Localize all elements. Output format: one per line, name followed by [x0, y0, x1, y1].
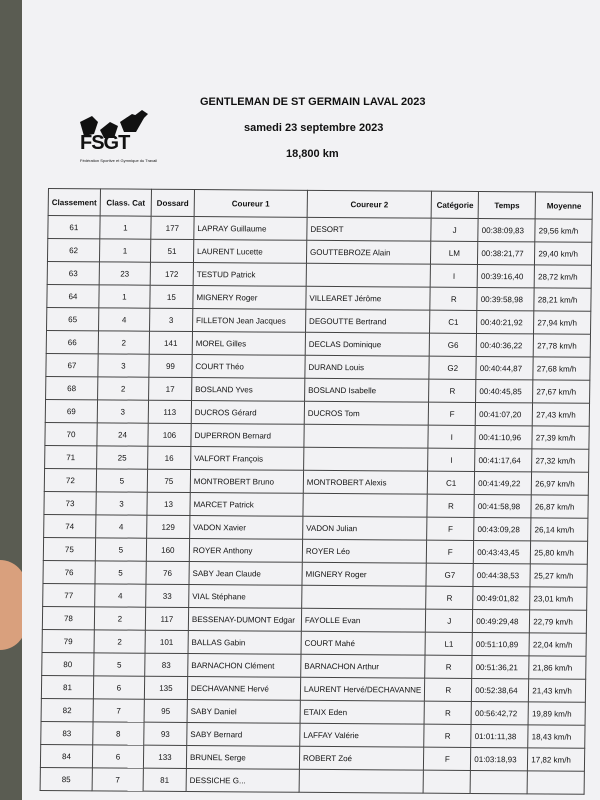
cell-moyenne: 17,82 km/h	[528, 748, 585, 771]
cell-moyenne: 29,56 km/h	[535, 219, 592, 242]
table-row	[40, 767, 585, 794]
cell-coureur1: DECHAVANNE Hervé	[187, 676, 300, 700]
cell-class-cat: 3	[98, 354, 149, 377]
cell-temps: 00:51:10,89	[472, 632, 529, 655]
cell-moyenne: 26,87 km/h	[531, 495, 588, 518]
cell-classement: 76	[43, 560, 95, 583]
cell-classement: 62	[47, 238, 99, 261]
cell-moyenne: 29,40 km/h	[535, 242, 592, 265]
cell-categorie: F	[427, 517, 474, 540]
cell-moyenne: 23,01 km/h	[530, 587, 587, 610]
event-distance: 18,800 km	[286, 148, 339, 160]
cell-coureur2: DEGOUTTE Bertrand	[305, 309, 430, 333]
cell-categorie: F	[427, 540, 474, 563]
cell-classement: 71	[45, 445, 97, 468]
cell-class-cat: 3	[96, 492, 147, 515]
cell-dossard: 172	[150, 262, 193, 285]
cell-moyenne: 18,43 km/h	[528, 725, 585, 748]
cell-class-cat: 23	[99, 262, 150, 285]
cell-temps: 00:39:16,40	[477, 265, 534, 288]
cell-categorie: R	[424, 701, 471, 724]
cell-coureur1: TESTUD Patrick	[193, 263, 306, 287]
header-moyenne: Moyenne	[535, 192, 592, 219]
cell-coureur2: ETAIX Eden	[300, 700, 425, 724]
cell-temps: 00:49:01,82	[473, 586, 530, 609]
cell-categorie: C1	[428, 471, 475, 494]
cell-class-cat: 5	[96, 469, 147, 492]
results-sheet	[22, 0, 600, 800]
cell-temps: 00:43:09,28	[474, 517, 531, 540]
cell-categorie	[423, 770, 470, 793]
cell-categorie: J	[426, 609, 473, 632]
cell-categorie: G6	[429, 333, 476, 356]
cell-dossard: 51	[150, 239, 193, 262]
cell-categorie: R	[430, 287, 477, 310]
cell-class-cat: 2	[98, 331, 149, 354]
cell-classement: 80	[42, 652, 94, 675]
cell-categorie: R	[429, 379, 476, 402]
cell-coureur1: VADON Xavier	[190, 515, 303, 539]
results-table	[40, 188, 594, 795]
cell-moyenne: 27,32 km/h	[532, 449, 589, 472]
cell-temps: 01:01:11,38	[471, 724, 528, 747]
cell-moyenne: 22,04 km/h	[529, 633, 586, 656]
cell-temps: 00:51:36,21	[472, 655, 529, 678]
cell-classement: 66	[46, 330, 98, 353]
cell-coureur2: BOSLAND Isabelle	[304, 378, 429, 402]
cell-temps	[470, 770, 527, 793]
cell-coureur1: BRUNEL Serge	[186, 745, 299, 769]
cell-classement: 67	[46, 353, 98, 376]
cell-temps: 00:41:49,22	[475, 471, 532, 494]
cell-coureur1: SABY Daniel	[187, 699, 300, 723]
cell-coureur1: LAURENT Lucette	[193, 240, 306, 264]
cell-categorie: L1	[425, 632, 472, 655]
cell-temps: 00:56:42,72	[471, 701, 528, 724]
cell-temps: 00:38:09,83	[478, 219, 535, 242]
cell-coureur1: DUCROS Gérard	[191, 401, 304, 425]
cell-coureur1: MIGNERY Roger	[193, 286, 306, 310]
cell-moyenne: 25,27 km/h	[530, 564, 587, 587]
cell-classement: 69	[45, 399, 97, 422]
cell-dossard: 101	[145, 630, 188, 653]
cell-moyenne: 28,72 km/h	[534, 265, 591, 288]
cell-class-cat: 8	[93, 722, 144, 745]
cell-dossard: 177	[151, 216, 194, 239]
cell-class-cat: 24	[97, 423, 148, 446]
cell-moyenne: 27,78 km/h	[533, 334, 590, 357]
cell-temps: 00:39:58,98	[477, 288, 534, 311]
cell-class-cat: 25	[97, 446, 148, 469]
cell-coureur1: VIAL Stéphane	[189, 584, 302, 608]
cell-coureur2	[299, 769, 424, 793]
cell-coureur2	[304, 424, 429, 448]
cell-coureur2: MONTROBERT Alexis	[303, 470, 428, 494]
cell-dossard: 17	[148, 377, 191, 400]
cell-moyenne: 22,79 km/h	[530, 610, 587, 633]
event-date: samedi 23 septembre 2023	[244, 122, 384, 134]
cell-dossard: 3	[149, 308, 192, 331]
cell-coureur1: DESSICHE G...	[186, 768, 299, 792]
header-dossard: Dossard	[151, 189, 194, 216]
cell-moyenne: 28,21 km/h	[534, 288, 591, 311]
cell-categorie: R	[426, 586, 473, 609]
cell-temps: 00:41:58,98	[474, 494, 531, 517]
cell-classement: 73	[44, 491, 96, 514]
cell-class-cat: 7	[92, 768, 143, 791]
cell-dossard: 106	[148, 423, 191, 446]
cell-temps: 01:03:18,93	[471, 747, 528, 770]
cell-moyenne: 27,43 km/h	[532, 403, 589, 426]
cell-classement: 81	[41, 675, 93, 698]
cell-coureur2: VADON Julian	[303, 516, 428, 540]
cell-coureur1: MONTROBERT Bruno	[190, 470, 303, 494]
header-coureur2: Coureur 2	[307, 190, 432, 218]
cell-temps: 00:41:07,20	[475, 402, 532, 425]
cell-categorie: G7	[426, 563, 473, 586]
cell-categorie: LM	[431, 241, 478, 264]
cell-coureur2	[303, 493, 428, 517]
cell-coureur2: MIGNERY Roger	[302, 562, 427, 586]
cell-classement: 82	[41, 698, 93, 721]
cell-coureur1: BARNACHON Clément	[188, 653, 301, 677]
cell-dossard: 129	[147, 515, 190, 538]
cell-classement: 74	[44, 514, 96, 537]
cell-moyenne: 26,97 km/h	[532, 472, 589, 495]
cell-temps: 00:40:36,22	[476, 333, 533, 356]
cell-temps: 00:49:29,48	[473, 609, 530, 632]
cell-coureur1: BOSLAND Yves	[191, 378, 304, 402]
cell-coureur1: SABY Bernard	[187, 722, 300, 746]
cell-class-cat: 3	[97, 400, 148, 423]
header-class-cat: Class. Cat	[100, 189, 151, 216]
cell-coureur1: FILLETON Jean Jacques	[192, 309, 305, 333]
cell-categorie: F	[428, 402, 475, 425]
cell-coureur1: BALLAS Gabin	[188, 630, 301, 654]
cell-moyenne: 21,43 km/h	[529, 679, 586, 702]
document-header	[22, 0, 600, 190]
cell-temps: 00:38:21,77	[478, 242, 535, 265]
cell-moyenne: 26,14 km/h	[531, 518, 588, 541]
cell-temps: 00:43:43,45	[474, 540, 531, 563]
cell-class-cat: 4	[98, 308, 149, 331]
cell-classement: 68	[46, 376, 98, 399]
cell-coureur2: DECLAS Dominique	[305, 332, 430, 356]
cell-class-cat: 2	[97, 377, 148, 400]
cell-moyenne: 21,86 km/h	[529, 656, 586, 679]
cell-coureur1: LAPRAY Guillaume	[194, 217, 307, 241]
cell-dossard: 117	[145, 607, 188, 630]
cell-classement: 70	[45, 422, 97, 445]
header-classement: Classement	[48, 189, 100, 216]
cell-categorie: R	[424, 724, 471, 747]
cell-class-cat: 1	[100, 216, 151, 239]
cell-classement: 61	[48, 216, 100, 239]
cell-coureur1: ROYER Anthony	[189, 538, 302, 562]
cell-classement: 65	[47, 307, 99, 330]
cell-class-cat: 4	[96, 515, 147, 538]
cell-coureur2: GOUTTEBROZE Alain	[306, 240, 431, 264]
cell-class-cat: 2	[94, 607, 145, 630]
cell-moyenne: 27,67 km/h	[533, 380, 590, 403]
cell-dossard: 83	[145, 653, 188, 676]
cell-coureur2: LAFFAY Valérie	[300, 723, 425, 747]
cell-class-cat: 2	[94, 630, 145, 653]
cell-temps: 00:40:44,87	[476, 356, 533, 379]
cell-moyenne: 27,68 km/h	[533, 357, 590, 380]
header-categorie: Catégorie	[431, 191, 478, 218]
cell-moyenne: 19,89 km/h	[528, 702, 585, 725]
cell-categorie: R	[427, 494, 474, 517]
cell-dossard: 135	[144, 676, 187, 699]
cell-dossard: 15	[150, 285, 193, 308]
cell-dossard: 133	[143, 745, 186, 768]
cell-class-cat: 5	[95, 561, 146, 584]
cell-categorie: I	[428, 448, 475, 471]
cell-categorie: R	[425, 655, 472, 678]
cell-coureur2: DESORT	[307, 217, 432, 241]
cell-classement: 79	[42, 629, 94, 652]
cell-class-cat: 1	[99, 285, 150, 308]
cell-coureur1: COURT Théo	[192, 355, 305, 379]
cell-temps: 00:40:45,85	[476, 379, 533, 402]
cell-coureur1: BESSENAY-DUMONT Edgar	[188, 607, 301, 631]
cell-classement: 84	[40, 744, 92, 767]
cell-coureur2: ROYER Léo	[302, 539, 427, 563]
header-coureur1: Coureur 1	[194, 190, 307, 218]
cell-dossard: 141	[149, 331, 192, 354]
cell-dossard: 16	[148, 446, 191, 469]
cell-dossard: 160	[146, 538, 189, 561]
cell-classement: 64	[47, 284, 99, 307]
cell-categorie: R	[425, 678, 472, 701]
cell-class-cat: 6	[92, 745, 143, 768]
cell-categorie: I	[430, 264, 477, 287]
cell-temps: 00:40:21,92	[477, 310, 534, 333]
logo-subtitle: Fédération Sportive et Gymnique du Travail	[80, 158, 158, 163]
cell-categorie: I	[428, 425, 475, 448]
logo-text: FSGT	[80, 132, 130, 154]
cell-classement: 63	[47, 261, 99, 284]
cell-categorie: G2	[429, 356, 476, 379]
cell-categorie: J	[431, 218, 478, 241]
cell-classement: 77	[43, 583, 95, 606]
cell-coureur1: MOREL Gilles	[192, 332, 305, 356]
cell-class-cat: 5	[94, 653, 145, 676]
cell-coureur1: SABY Jean Claude	[189, 561, 302, 585]
cell-dossard: 13	[147, 492, 190, 515]
cell-classement: 78	[42, 606, 94, 629]
cell-coureur2: COURT Mahé	[301, 631, 426, 655]
cell-temps: 00:41:10,96	[475, 425, 532, 448]
cell-coureur2: DUCROS Tom	[304, 401, 429, 425]
cell-class-cat: 4	[95, 584, 146, 607]
cell-moyenne: 27,39 km/h	[532, 426, 589, 449]
event-title: GENTLEMAN DE ST GERMAIN LAVAL 2023	[200, 96, 426, 108]
cell-temps: 00:41:17,64	[475, 448, 532, 471]
cell-coureur2	[303, 447, 428, 471]
cell-class-cat: 5	[95, 538, 146, 561]
cell-class-cat: 1	[99, 239, 150, 262]
cell-coureur2	[306, 263, 431, 287]
cell-temps: 00:44:38,53	[473, 563, 530, 586]
cell-moyenne: 25,80 km/h	[531, 541, 588, 564]
cell-dossard: 113	[148, 400, 191, 423]
cell-temps: 00:52:38,64	[472, 678, 529, 701]
cell-class-cat: 7	[93, 699, 144, 722]
cell-coureur1: DUPERRON Bernard	[191, 424, 304, 448]
cell-dossard: 81	[143, 768, 186, 791]
cell-categorie: C1	[430, 310, 477, 333]
cell-dossard: 33	[146, 584, 189, 607]
cell-moyenne: 27,94 km/h	[534, 311, 591, 334]
cell-classement: 75	[43, 537, 95, 560]
cell-classement: 83	[41, 721, 93, 744]
cell-categorie: F	[424, 747, 471, 770]
cell-moyenne	[527, 771, 584, 794]
cell-class-cat: 6	[93, 676, 144, 699]
table-header-row	[48, 189, 593, 220]
cell-coureur1: VALFORT François	[191, 447, 304, 471]
cell-coureur2: BARNACHON Arthur	[301, 654, 426, 678]
cell-classement: 85	[40, 767, 92, 790]
cell-coureur2: FAYOLLE Evan	[301, 608, 426, 632]
cell-classement: 72	[44, 468, 96, 491]
cell-dossard: 99	[149, 354, 192, 377]
cell-dossard: 75	[147, 469, 190, 492]
header-temps: Temps	[478, 192, 535, 219]
cell-coureur2	[302, 585, 427, 609]
cell-coureur2: DURAND Louis	[305, 355, 430, 379]
cell-dossard: 93	[144, 722, 187, 745]
cell-coureur2: LAURENT Hervé/DECHAVANNE	[300, 677, 425, 701]
cell-dossard: 95	[144, 699, 187, 722]
cell-dossard: 76	[146, 561, 189, 584]
cell-coureur1: MARCET Patrick	[190, 493, 303, 517]
cell-coureur2: VILLEARET Jérôme	[306, 286, 431, 310]
cell-coureur2: ROBERT Zoé	[299, 746, 424, 770]
